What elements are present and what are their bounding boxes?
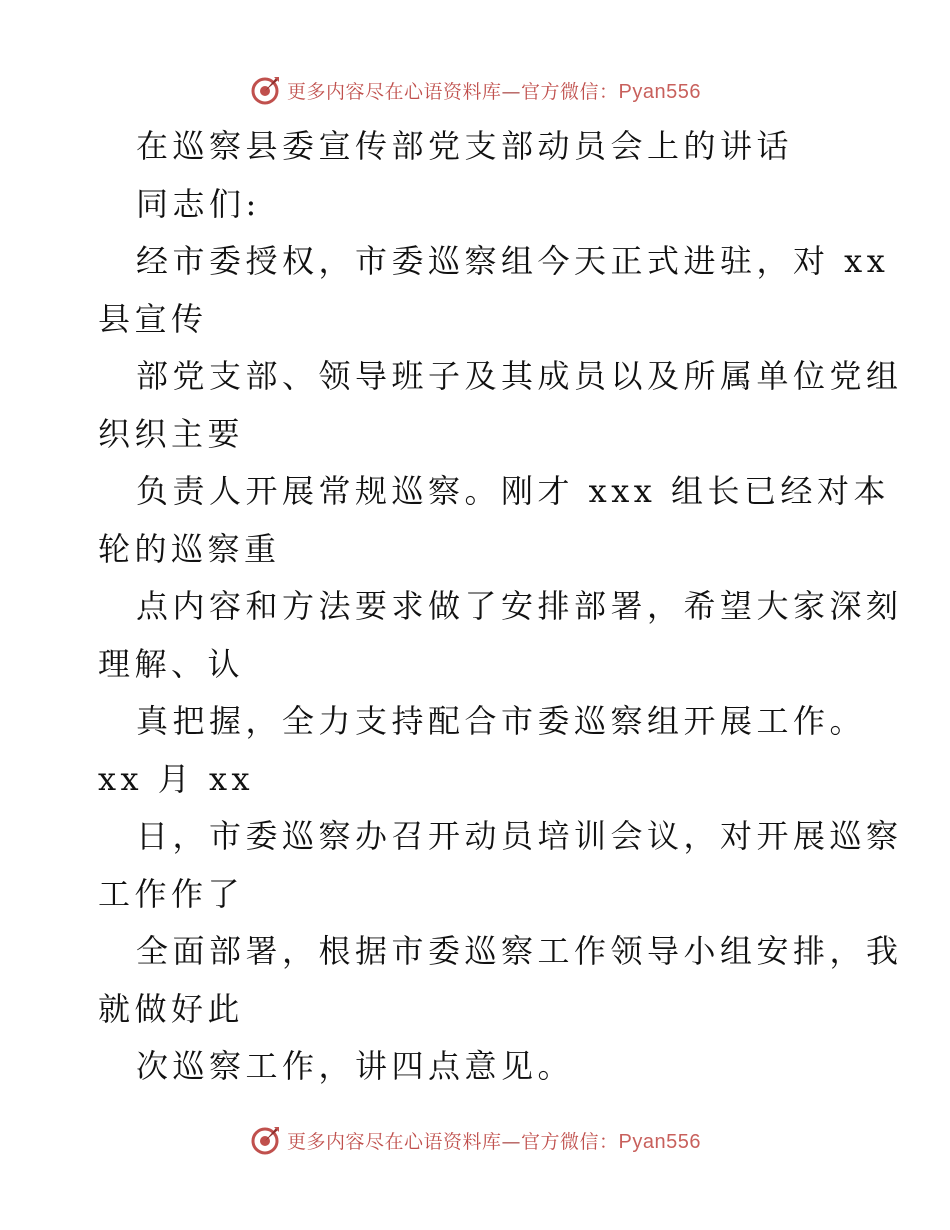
doc-line: 轮的巡察重 [98, 529, 281, 568]
doc-line: xx 月 xx [98, 759, 255, 798]
doc-line: 负责人开展常规巡察。刚才 xxx 组长已经对本 [136, 472, 890, 510]
doc-line: 织织主要 [98, 414, 245, 453]
doc-line: 理解、认 [98, 644, 245, 683]
doc-line: 经市委授权，市委巡察组今天正式进驻，对 xx [136, 242, 890, 280]
logo-icon [249, 74, 281, 106]
doc-line: 部党支部、领导班子及其成员以及所属单位党组 [136, 357, 903, 395]
watermark-text [287, 1127, 701, 1154]
footer-watermark [0, 1120, 950, 1160]
doc-title: 在巡察县委宣传部党支部动员会上的讲话 [136, 127, 794, 165]
doc-line: 全面部署，根据市委巡察工作领导小组安排，我 [136, 932, 903, 970]
doc-salutation: 同志们: [136, 184, 261, 223]
doc-line: 点内容和方法要求做了安排部署，希望大家深刻 [136, 587, 903, 625]
doc-line: 日，市委巡察办召开动员培训会议，对开展巡察 [136, 817, 903, 855]
doc-line: 工作作了 [98, 874, 245, 913]
watermark-separator: — [501, 80, 522, 103]
doc-line: 就做好此 [98, 989, 245, 1028]
document-body [98, 118, 903, 1096]
doc-line: 县宣传 [98, 299, 208, 338]
watermark-separator: — [501, 1130, 522, 1153]
watermark-suffix: 官方微信： [521, 80, 619, 103]
watermark-main: 更多内容尽在心语资料库 [287, 1130, 502, 1153]
watermark-id: Pyan556 [618, 1130, 701, 1153]
watermark-suffix: 官方微信： [521, 1130, 619, 1153]
doc-line: 真把握，全力支持配合市委巡察组开展工作。 [136, 702, 867, 740]
watermark-text [287, 77, 701, 104]
header-watermark [0, 70, 950, 110]
watermark-main: 更多内容尽在心语资料库 [287, 80, 502, 103]
logo-icon [249, 1124, 281, 1156]
doc-line: 次巡察工作，讲四点意见。 [136, 1047, 575, 1085]
watermark-id: Pyan556 [618, 80, 701, 103]
